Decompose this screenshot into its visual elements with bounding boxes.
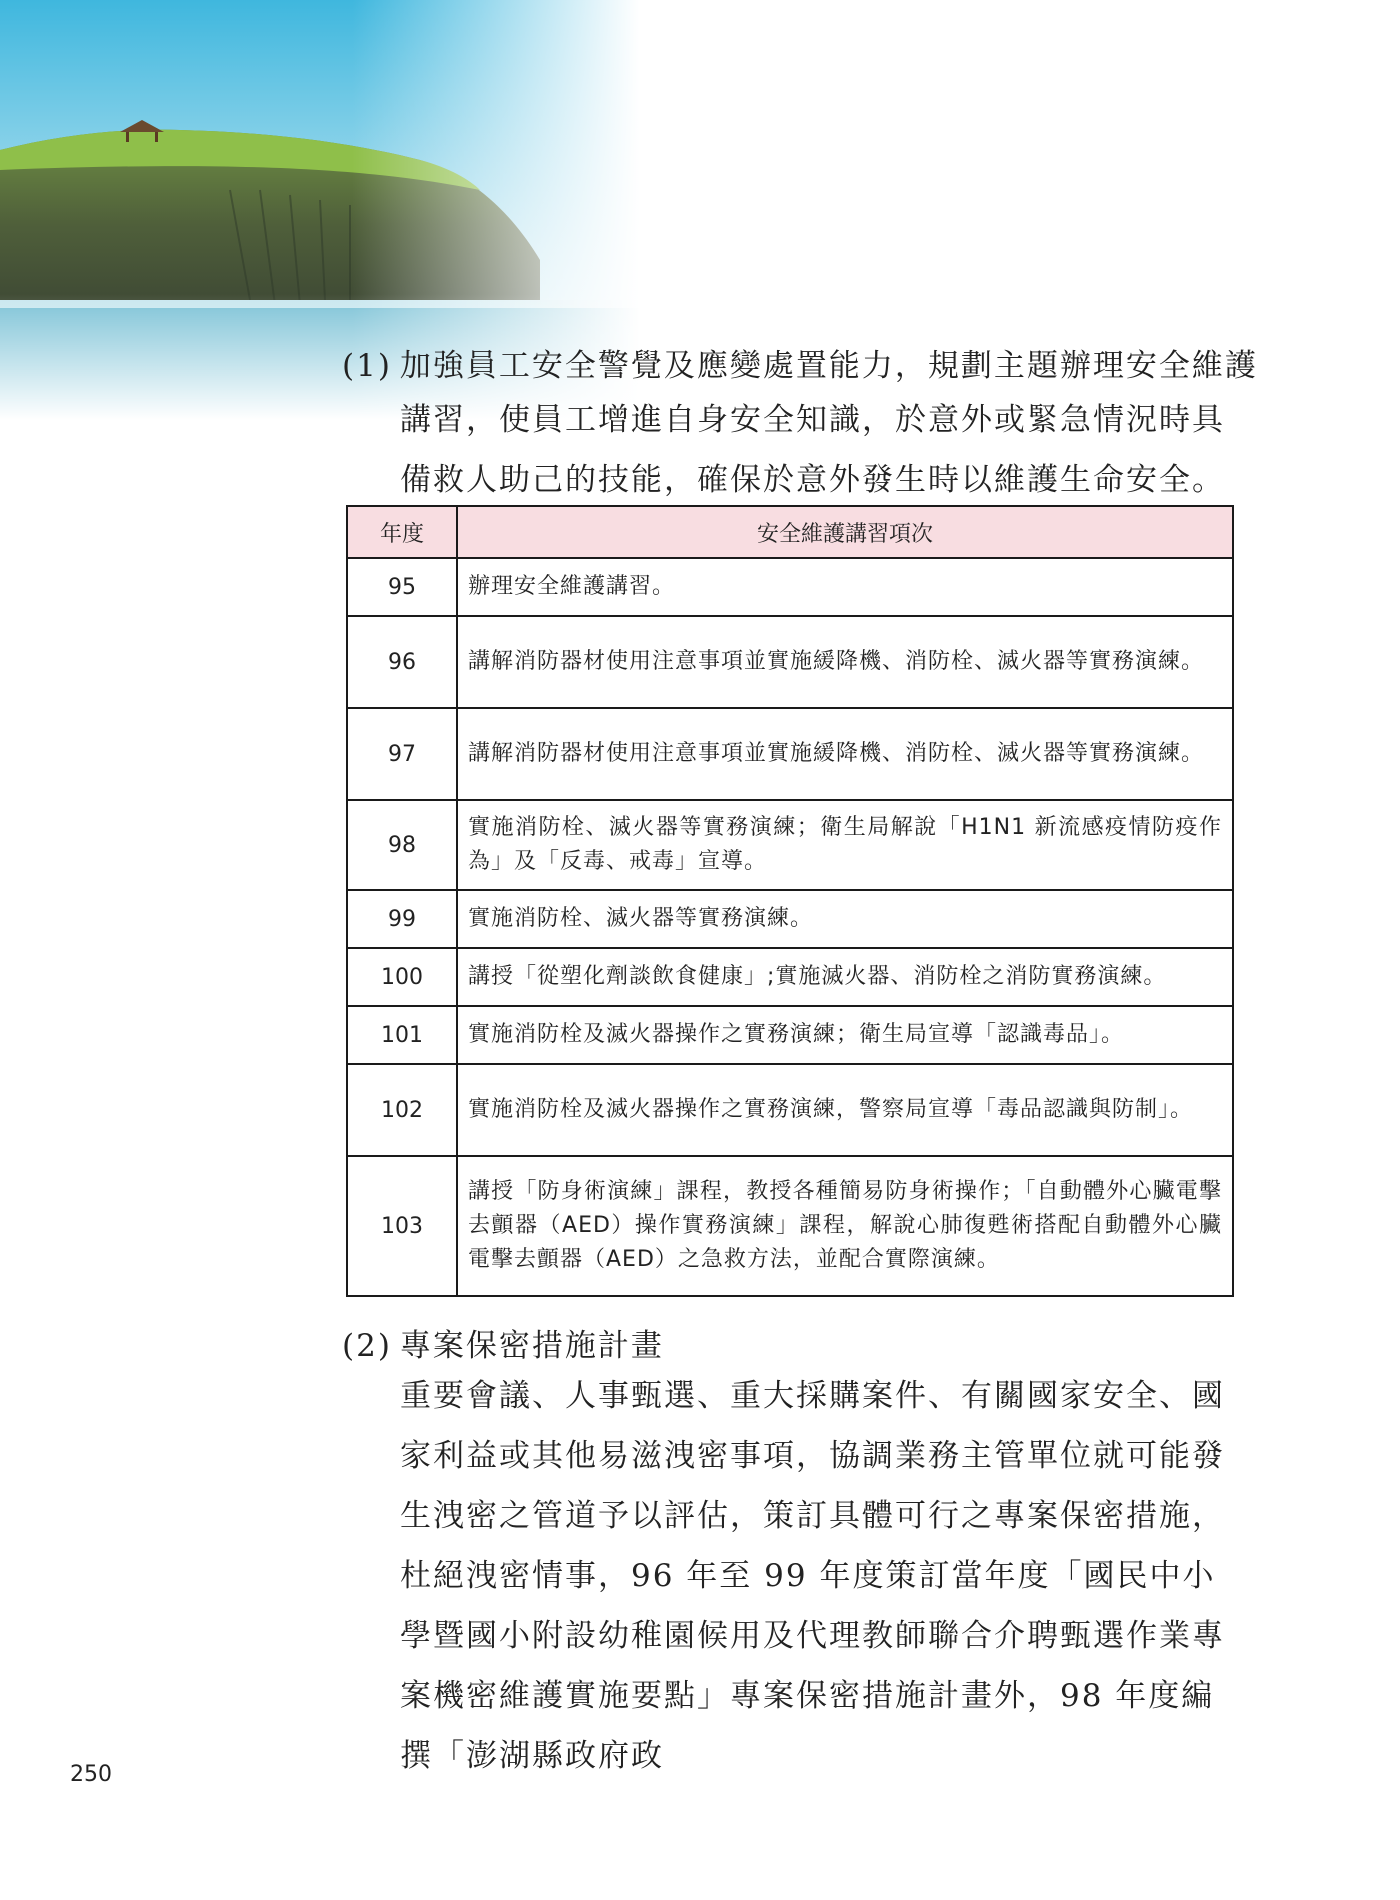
item-cell: 辦理安全維護講習。 — [457, 558, 1233, 616]
year-cell: 101 — [347, 1006, 457, 1064]
header-year: 年度 — [347, 506, 457, 558]
section-1-first-line — [342, 340, 1258, 385]
year-cell: 103 — [347, 1156, 457, 1296]
section-1-label: (1) — [342, 348, 392, 384]
section-1-heading-text: 加強員工安全警覺及應變處置能力，規劃主題辦理安全維護 — [399, 348, 1258, 384]
item-cell: 講解消防器材使用注意事項並實施緩降機、消防栓、滅火器等實務演練。 — [457, 708, 1233, 800]
year-cell: 100 — [347, 948, 457, 1006]
table-row — [347, 800, 1233, 890]
table-row — [347, 948, 1233, 1006]
year-cell: 99 — [347, 890, 457, 948]
section-2-label: (2) — [342, 1328, 392, 1364]
table-row — [347, 1064, 1233, 1156]
item-cell: 實施消防栓、滅火器等實務演練；衛生局解說「H1N1 新流感疫情防疫作為」及「反毒、戒毒」宣導。 — [457, 800, 1233, 890]
year-cell: 95 — [347, 558, 457, 616]
table-row — [347, 708, 1233, 800]
page-number: 250 — [70, 1762, 112, 1787]
table-row — [347, 1006, 1233, 1064]
table-row — [347, 1156, 1233, 1296]
safety-training-table-wrapper — [346, 505, 1234, 1297]
table-row — [347, 616, 1233, 708]
year-cell: 96 — [347, 616, 457, 708]
year-cell: 102 — [347, 1064, 457, 1156]
section-2-body: 重要會議、人事甄選、重大採購案件、有關國家安全、國家利益或其他易滋洩密事項，協調業務主管單位就可能發生洩密之管道予以評估，策訂具體可行之專案保密措施，杜絕洩密情事，96 年至 99 年度策訂當年度「國民中小學暨國小附設幼稚園候用及代理教師聯合介聘甄選作業專案機密維護實施要點」專案保密措施計畫外，98 年度編撰「澎湖縣政府政 — [400, 1378, 1225, 1774]
section-2-heading — [342, 1320, 664, 1365]
section-2-title: 專案保密措施計畫 — [399, 1328, 664, 1364]
item-cell: 實施消防栓、滅火器等實務演練。 — [457, 890, 1233, 948]
section-1-body: 講習，使員工增進自身安全知識，於意外或緊急情況時具備救人助己的技能，確保於意外發生時以維護生命安全。 — [400, 402, 1225, 498]
year-cell: 98 — [347, 800, 457, 890]
header-training-items: 安全維護講習項次 — [457, 506, 1233, 558]
item-cell: 實施消防栓及滅火器操作之實務演練；衛生局宣導「認識毒品」。 — [457, 1006, 1233, 1064]
table-header-row — [347, 506, 1233, 558]
item-cell: 實施消防栓及滅火器操作之實務演練，警察局宣導「毒品認識與防制」。 — [457, 1064, 1233, 1156]
table-row — [347, 558, 1233, 616]
year-cell: 97 — [347, 708, 457, 800]
item-cell: 講授「從塑化劑談飲食健康」;實施滅火器、消防栓之消防實務演練。 — [457, 948, 1233, 1006]
safety-training-table — [346, 505, 1234, 1297]
item-cell: 講解消防器材使用注意事項並實施緩降機、消防栓、滅火器等實務演練。 — [457, 616, 1233, 708]
item-cell: 講授「防身術演練」課程，教授各種簡易防身術操作；「自動體外心臟電擊去顫器（AED）操作實務演練」課程，解說心肺復甦術搭配自動體外心臟電擊去顫器（AED）之急救方法，並配合實際演練。 — [457, 1156, 1233, 1296]
table-row — [347, 890, 1233, 948]
